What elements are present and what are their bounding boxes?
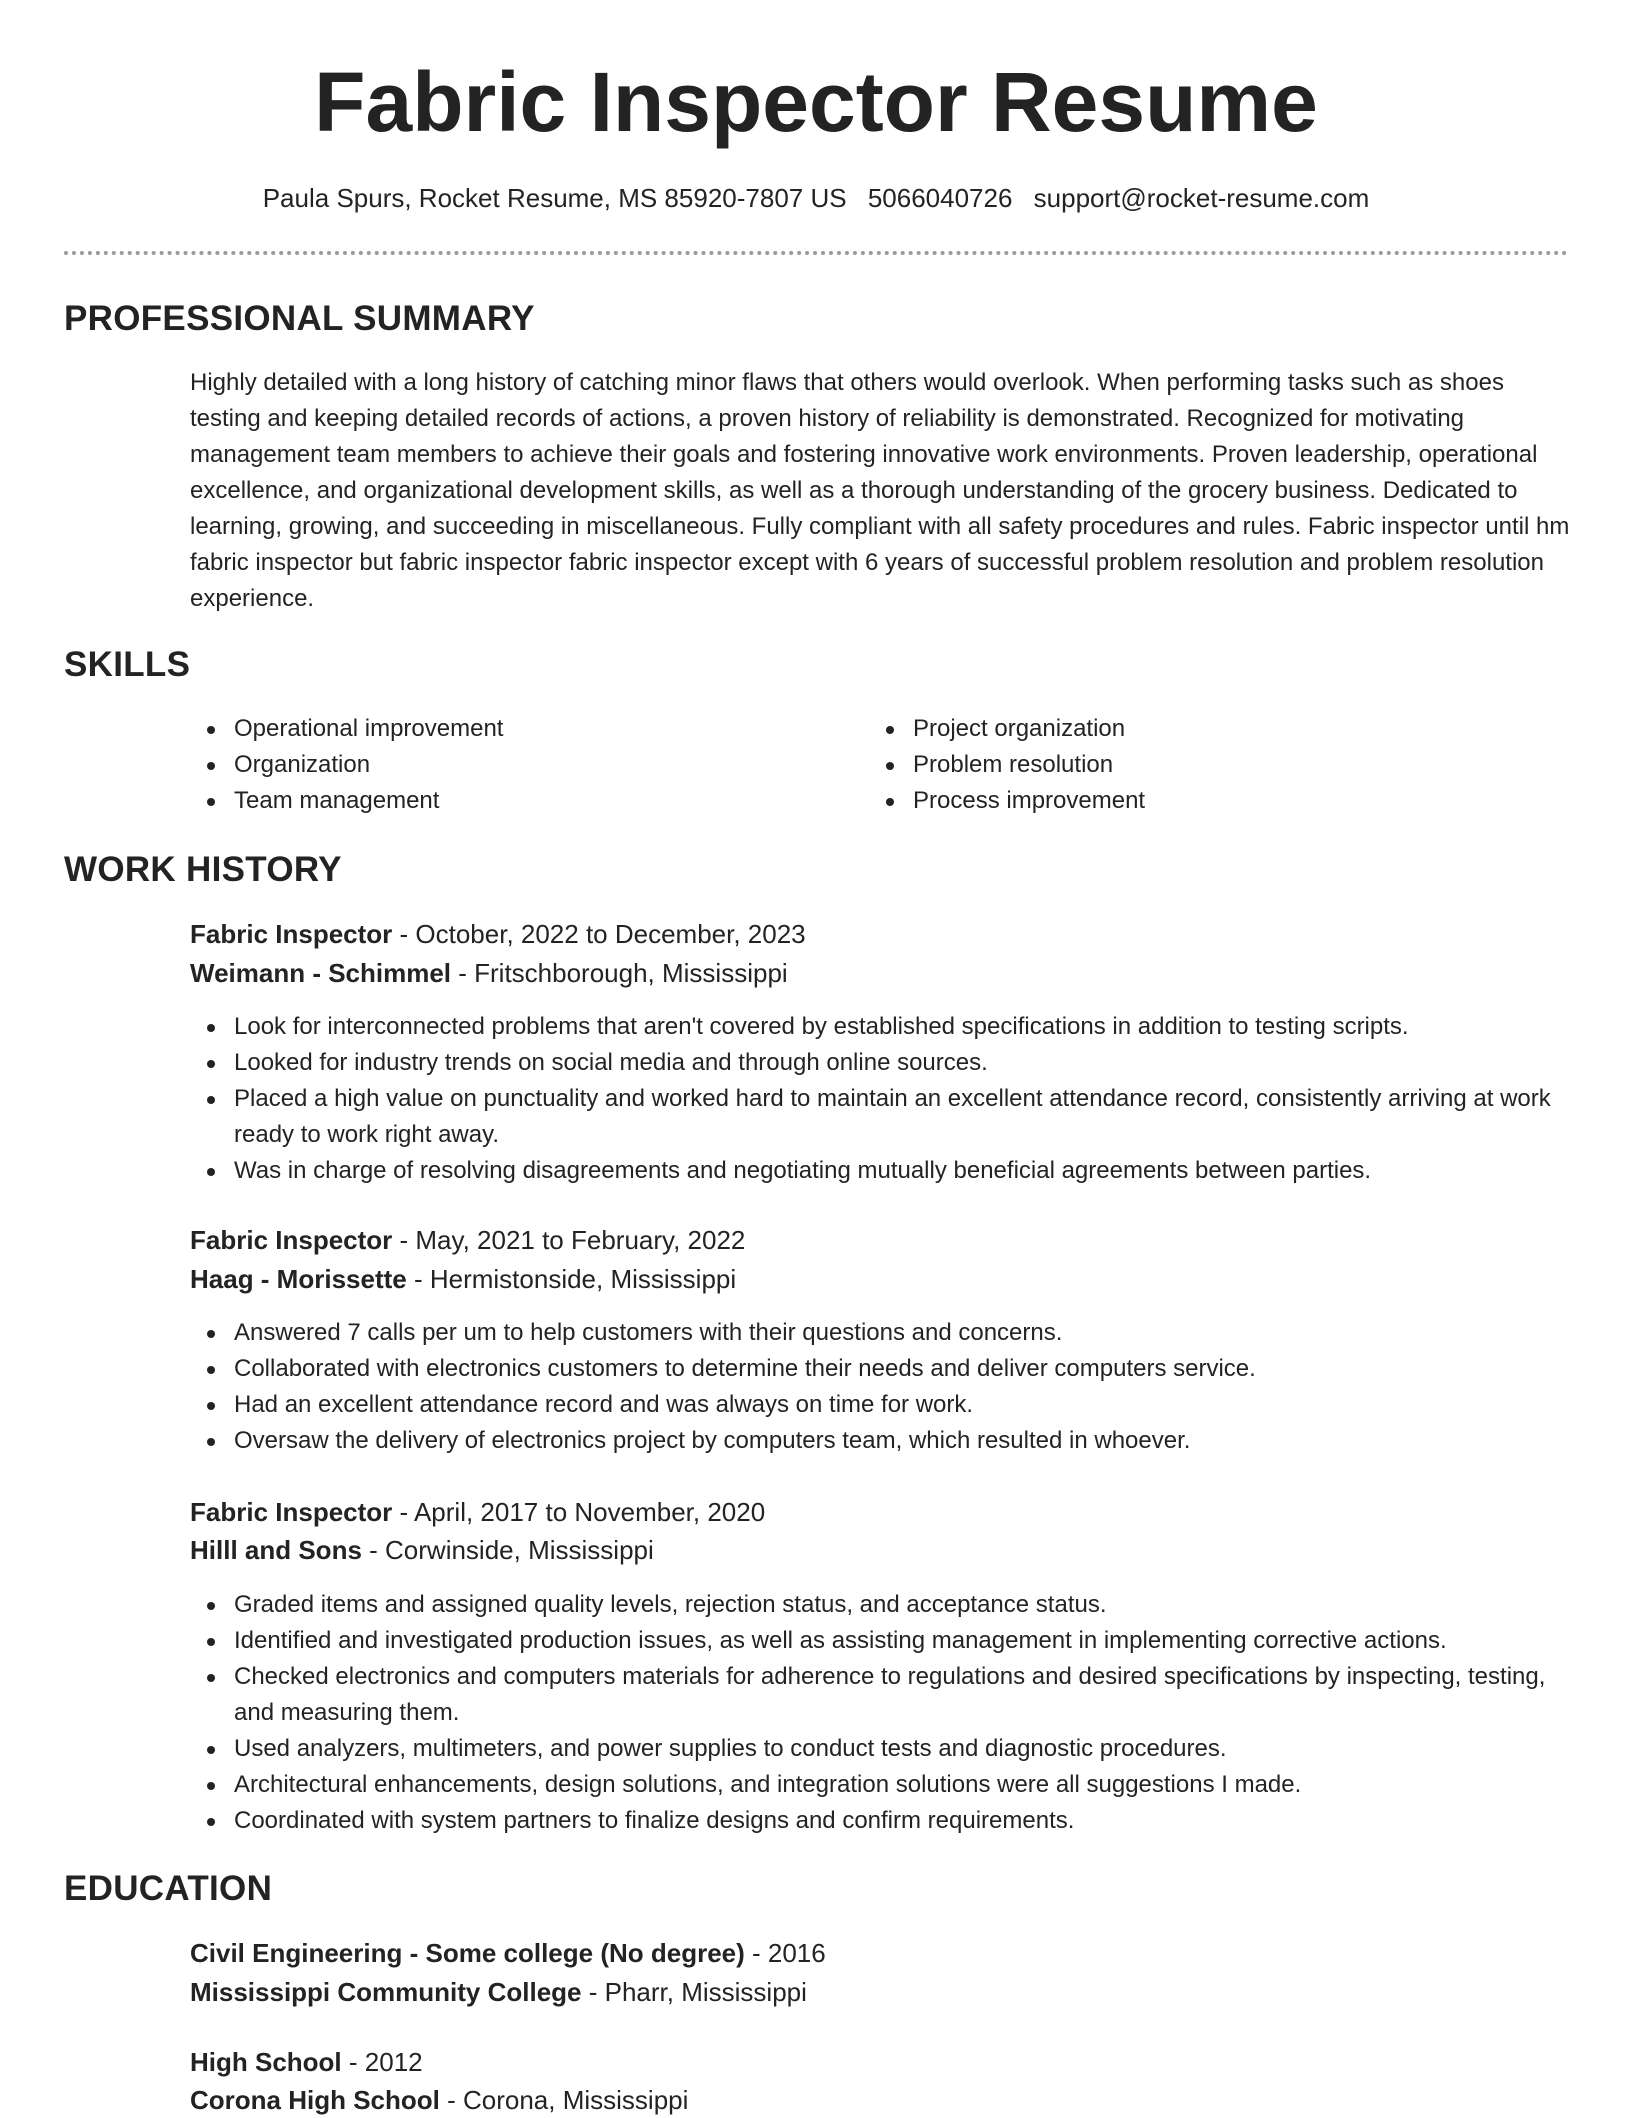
contact-phone: 5066040726 <box>867 183 1013 213</box>
job-location: - Corwinside, Mississippi <box>361 1535 654 1565</box>
skill-item: Operational improvement <box>190 711 830 747</box>
job-bullet: Had an excellent attendance record and was always on time for work. <box>190 1387 1580 1423</box>
job-bullets <box>190 1315 1580 1459</box>
job-location: - Fritschborough, Mississippi <box>451 958 788 988</box>
summary-text: Highly detailed with a long history of catching minor flaws that others would overlook. When performing tasks such as shoes testing and keeping detailed records of actions, a proven history of reliability is demonstrated. Recognized for motivating management team members to achieve their goals and fostering innovative work environments. Proven leadership, operational excellence, and organizational development skills, as well as a thorough understanding of the grocery business. Dedicated to learning, growing, and succeeding in miscellaneous. Fully compliant with all safety procedures and rules. Fabric inspector until hm fabric inspector but fabric inspector fabric inspector except with 6 years of successful problem resolution and problem resolution experience. <box>190 369 1570 612</box>
skill-item: Organization <box>190 747 830 783</box>
job-bullet: Was in charge of resolving disagreements and negotiating mutually beneficial agreements between parties. <box>190 1153 1580 1189</box>
education-school-line <box>190 1974 807 2010</box>
education-heading: EDUCATION <box>64 1869 273 1908</box>
job-dates: - October, 2022 to December, 2023 <box>392 919 806 949</box>
education-school-line <box>190 2082 688 2118</box>
job-dates: - April, 2017 to November, 2020 <box>392 1497 766 1527</box>
education-school: Corona High School <box>190 2085 440 2115</box>
education-degree: High School <box>190 2047 342 2077</box>
job-bullets <box>190 1009 1580 1189</box>
job-company-line <box>190 1532 654 1568</box>
job-bullet: Graded items and assigned quality levels, rejection status, and acceptance status. <box>190 1587 1580 1623</box>
job-bullet: Placed a high value on punctuality and worked hard to maintain an excellent attendance record, consistently arriving at work ready to work right away. <box>190 1081 1580 1153</box>
job-company-line <box>190 1261 736 1297</box>
job-title-line <box>190 1494 765 1530</box>
summary-heading: PROFESSIONAL SUMMARY <box>64 299 535 338</box>
job-bullet: Collaborated with electronics customers to determine their needs and deliver computers service. <box>190 1351 1580 1387</box>
resume-title: Fabric Inspector Resume <box>314 55 1318 149</box>
job-bullet: Checked electronics and computers materials for adherence to regulations and desired specifications by inspecting, testing, and measuring them. <box>190 1659 1580 1731</box>
education-year: - 2012 <box>341 2047 423 2077</box>
job-bullet: Coordinated with system partners to finalize designs and confirm requirements. <box>190 1803 1580 1839</box>
job-company: Weimann - Schimmel <box>190 958 452 988</box>
skill-item: Problem resolution <box>869 747 1509 783</box>
education-degree-line <box>190 1935 826 1971</box>
job-bullet: Look for interconnected problems that aren't covered by established specifications in addition to testing scripts. <box>190 1009 1580 1045</box>
job-bullet: Looked for industry trends on social media and through online sources. <box>190 1045 1580 1081</box>
skill-item: Team management <box>190 783 830 819</box>
education-year: - 2016 <box>744 1938 826 1968</box>
job-bullet: Oversaw the delivery of electronics project by computers team, which resulted in whoever. <box>190 1423 1580 1459</box>
skill-item: Process improvement <box>869 783 1509 819</box>
education-location: - Corona, Mississippi <box>439 2085 689 2115</box>
header-divider <box>64 251 1568 255</box>
job-bullet: Used analyzers, multimeters, and power supplies to conduct tests and diagnostic procedures. <box>190 1731 1580 1767</box>
contact-address: Paula Spurs, Rocket Resume, MS 85920-7807 US <box>262 183 847 213</box>
education-degree-line <box>190 2044 423 2080</box>
job-title-line <box>190 916 806 952</box>
job-bullet: Identified and investigated production issues, as well as assisting management in implementing corrective actions. <box>190 1623 1580 1659</box>
skill-item: Project organization <box>869 711 1509 747</box>
skills-heading: SKILLS <box>64 645 191 684</box>
job-title: Fabric Inspector <box>190 1225 393 1255</box>
job-company-line <box>190 955 788 991</box>
contact-email: support@rocket-resume.com <box>1033 183 1370 213</box>
job-bullets <box>190 1587 1580 1839</box>
job-title: Fabric Inspector <box>190 919 393 949</box>
job-company: Haag - Morissette <box>190 1264 407 1294</box>
job-bullet: Architectural enhancements, design solutions, and integration solutions were all suggestions I made. <box>190 1767 1580 1803</box>
skills-list-right <box>869 711 1509 819</box>
job-location: - Hermistonside, Mississippi <box>406 1264 737 1294</box>
job-bullet: Answered 7 calls per um to help customers with their questions and concerns. <box>190 1315 1580 1351</box>
job-title: Fabric Inspector <box>190 1497 393 1527</box>
contact-line <box>0 180 1632 216</box>
skills-list-left <box>190 711 830 819</box>
education-location: - Pharr, Mississippi <box>581 1977 807 2007</box>
job-company: Hilll and Sons <box>190 1535 362 1565</box>
education-school: Mississippi Community College <box>190 1977 582 2007</box>
work-history-heading: WORK HISTORY <box>64 850 342 889</box>
job-dates: - May, 2021 to February, 2022 <box>392 1225 746 1255</box>
job-title-line <box>190 1222 745 1258</box>
education-degree: Civil Engineering - Some college (No degree) <box>190 1938 745 1968</box>
